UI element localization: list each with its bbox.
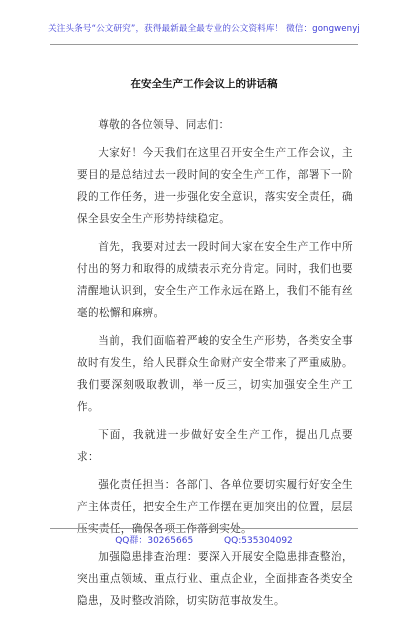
paragraph-requirements-intro: 下面，我就进一步做好安全生产工作，提出几点要求： — [77, 429, 353, 463]
footer-qq-group: QQ群：30265665 — [115, 536, 194, 546]
paragraph-responsibility: 强化责任担当：各部门、各单位要切实履行好安全生产主体责任，把安全生产工作摆在更加突出的位置，层层压实责任，确保各项工作落到实处。 — [77, 479, 353, 535]
document-title: 在安全生产工作会议上的讲话稿 — [130, 78, 278, 90]
footer-divider — [50, 528, 358, 529]
paragraph-affirmation: 首先，我要对过去一段时间大家在安全生产工作中所付出的努力和取得的成绩表示充分肯定。同时，我们也要清醒地认识到，安全生产工作永远在路上，我们不能有丝毫的松懈和麻痹。 — [77, 241, 353, 319]
footer-qq: QQ:535304092 — [224, 536, 293, 546]
paragraph-hazard-inspection: 加强隐患排查治理：要深入开展安全隐患排查整治，突出重点领域、重点行业、重点企业，全面排查各类安全隐患，及时整改消除，切实防范事故发生。 — [77, 551, 353, 607]
paragraph-opening: 大家好！今天我们在这里召开安全生产工作会议，主要目的是总结过去一段时间的安全生产工作，部署下一阶段的工作任务，进一步强化安全意识，落实安全责任，确保全县安全生产形势持续稳定。 — [77, 147, 353, 225]
header-divider — [50, 44, 358, 45]
header-notice: 关注头条号“公文研究”，获得最新最全最专业的公文资料库！ 微信：gongwenyj — [48, 24, 360, 34]
paragraph-situation: 当前，我们面临着严峻的安全生产形势，各类安全事故时有发生，给人民群众生命财产安全带来了严重威胁。我们要深刻吸取教训，举一反三，切实加强安全生产工作。 — [77, 335, 353, 413]
page-footer — [0, 533, 408, 546]
salutation: 尊敬的各位领导、同志们： — [98, 119, 230, 131]
